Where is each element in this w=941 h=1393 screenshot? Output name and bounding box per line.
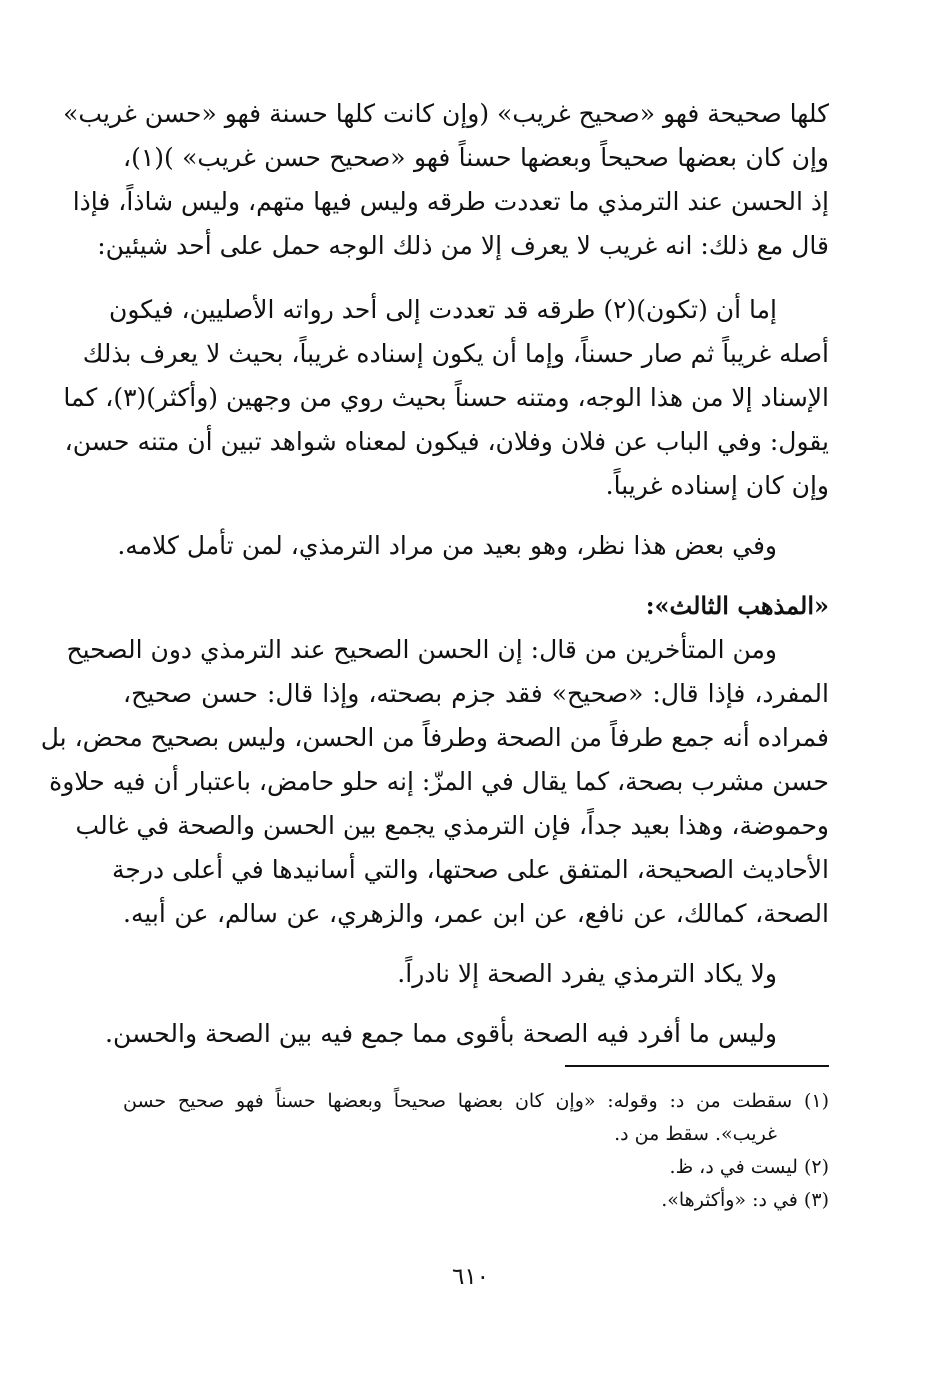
text-line: وإن كان بعضها صحيحاً وبعضها حسناً فهو «صحيح حسن غريب» )(١)، [123,143,829,172]
footnote-1: (١) سقطت من د: وقوله: «وإن كان بعضها صحيحاً وبعضها حسناً فهو صحيح حسن [123,1090,829,1112]
paragraph-6: وليس ما أفرد فيه الصحة بأقوى مما جمع فيه بين الصحة والحسن. [105,1019,777,1048]
text-line: إما أن (تكون)(٢) طرقه قد تعددت إلى أحد رواته الأصليين، فيكون [109,295,777,324]
text-line: إذ الحسن عند الترمذي ما تعددت طرقه وليس فيها متهم، وليس شاذاً، فإذا [72,187,829,216]
text-line: ومن المتأخرين من قال: إن الحسن الصحيح عند الترمذي دون الصحيح [66,635,777,664]
text-line: فمراده أنه جمع طرفاً من الصحة وطرفاً من الحسن، وليس بصحيح محض، بل [40,723,829,752]
footnote-3: (٣) في د: «وأكثرها». [661,1189,829,1211]
text-line: حسن مشرب بصحة، كما يقال في المزّ: إنه حلو حامض، باعتبار أن فيه حلاوة [49,767,829,796]
text-line: وإن كان إسناده غريباً. [605,471,829,500]
paragraph-2 [63,288,829,508]
paragraph-4 [40,628,829,936]
footnotes [123,1085,829,1217]
text-line: كلها صحيحة فهو «صحيح غريب» (وإن كانت كلها حسنة فهو «حسن غريب» [63,99,829,128]
text-line: قال مع ذلك: انه غريب لا يعرف إلا من ذلك الوجه حمل على أحد شيئين: [97,231,829,260]
text-line: الإسناد إلا من هذا الوجه، ومتنه حسناً بحيث روي من وجهين (وأكثر)(٣)، كما [63,383,829,412]
text-line: أصله غريباً ثم صار حسناً، وإما أن يكون إسناده غريباً، بحيث لا يعرف بذلك [82,339,829,368]
footnote-2: (٢) ليست في د، ظ. [669,1156,829,1178]
text-line: وحموضة، وهذا بعيد جداً، فإن الترمذي يجمع بين الحسن والصحة في غالب [75,811,829,840]
text-line: الأحاديث الصحيحة، المتفق على صحتها، والتي أسانيدها في أعلى درجة [112,855,829,884]
main-text [40,92,829,1056]
text-line: المفرد، فإذا قال: «صحيح» فقد جزم بصحته، وإذا قال: حسن صحيح، [123,679,829,708]
text-line: يقول: وفي الباب عن فلان وفلان، فيكون لمعناه شواهد تبين أن متنه حسن، [64,427,829,456]
section-heading: «المذهب الثالث»: [645,591,829,620]
text-line: الصحة، كمالك، عن نافع، عن ابن عمر، والزهري، عن سالم، عن أبيه. [123,899,829,928]
paragraph-1 [63,92,829,268]
page-number: ٦١٠ [451,1264,490,1290]
paragraph-3: وفي بعض هذا نظر، وهو بعيد من مراد الترمذي، لمن تأمل كلامه. [117,531,777,560]
footnote-separator [565,1065,829,1067]
paragraph-5: ولا يكاد الترمذي يفرد الصحة إلا نادراً. [397,959,777,988]
footnote-1-continued: غريب». سقط من د. [614,1123,777,1145]
